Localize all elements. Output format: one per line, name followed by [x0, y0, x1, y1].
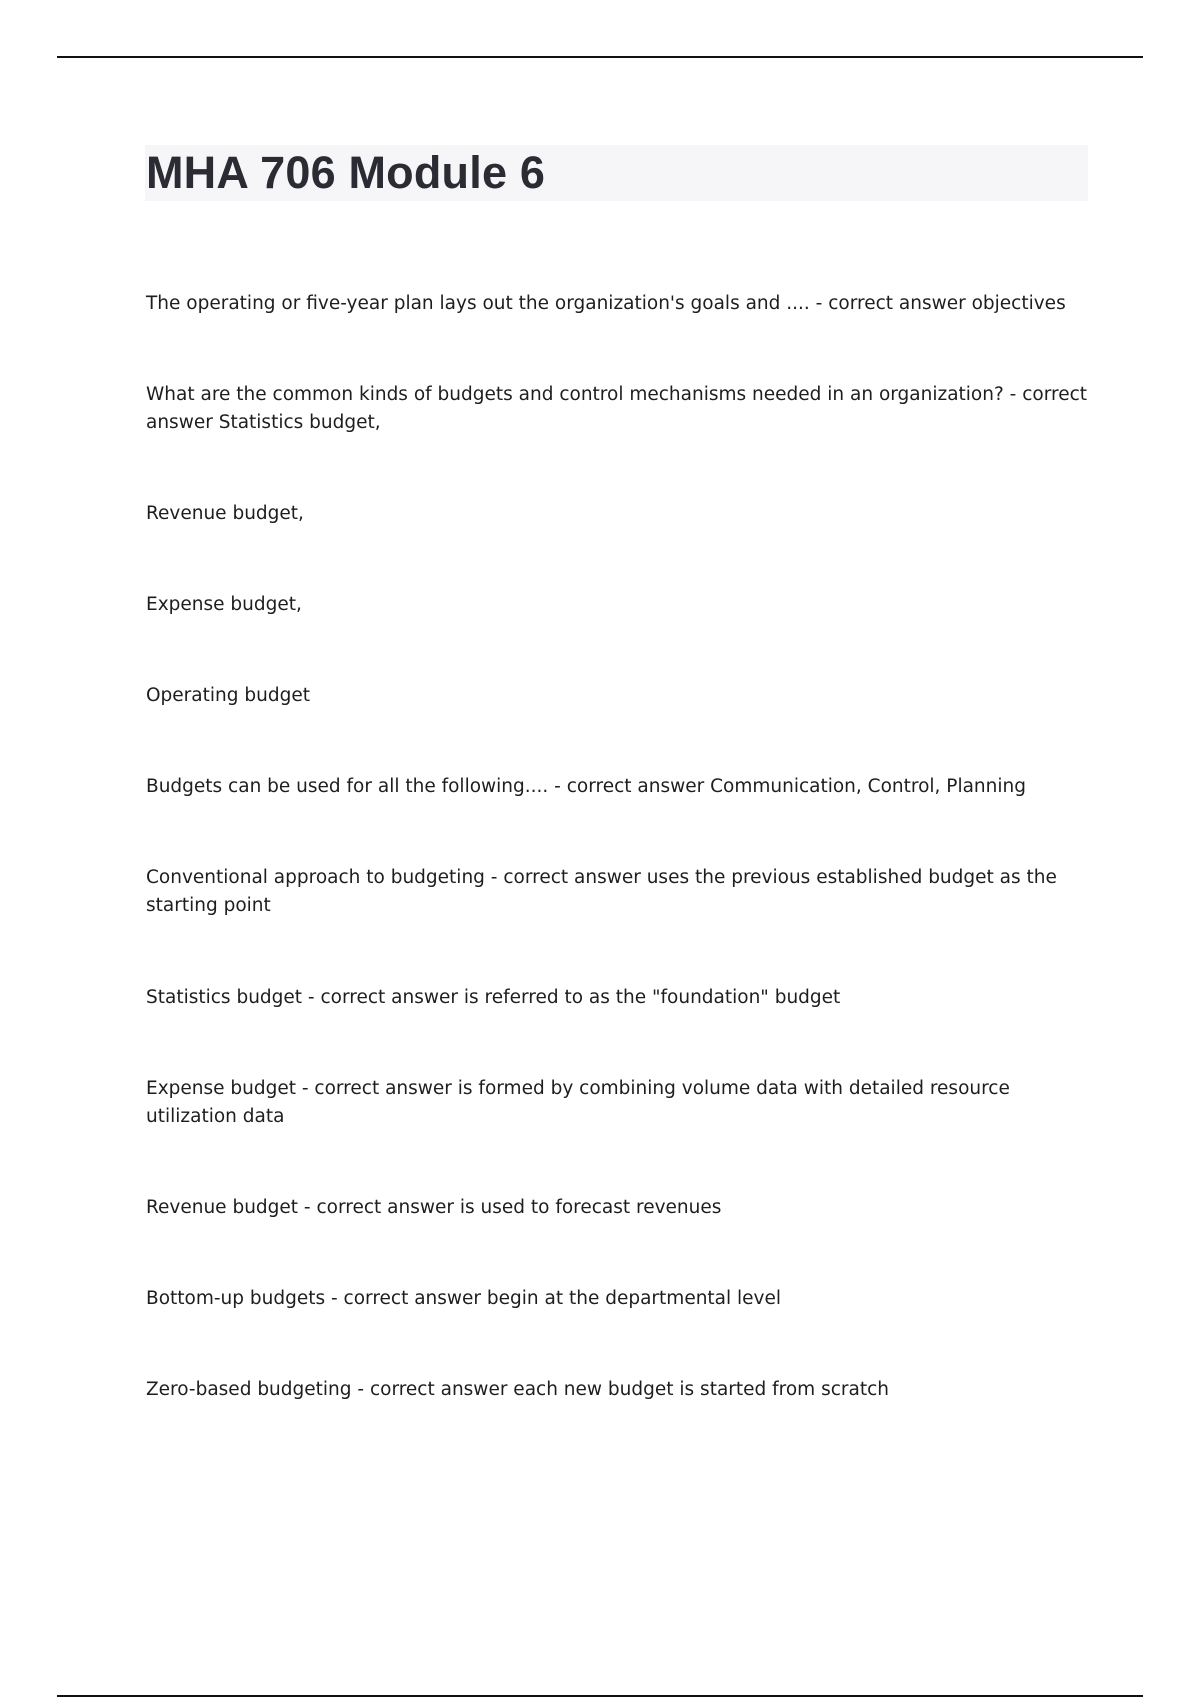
qa-entry: Revenue budget - correct answer is used to forecast revenues [146, 1197, 722, 1218]
qa-entry: Conventional approach to budgeting - correct answer uses the previous established budget as the starting point [146, 867, 1057, 916]
qa-entry: Expense budget - correct answer is formed by combining volume data with detailed resource utilization data [146, 1078, 1010, 1127]
header-rule [57, 56, 1143, 58]
qa-entry: What are the common kinds of budgets and control mechanisms needed in an organization? - correct answer Statistics budget, [146, 384, 1088, 433]
document-title: MHA 706 Module 6 [146, 147, 546, 198]
qa-entry: Expense budget, [146, 594, 302, 615]
qa-entry: Zero-based budgeting - correct answer each new budget is started from scratch [146, 1379, 889, 1400]
qa-entry: Revenue budget, [146, 503, 304, 524]
footer-rule [57, 1695, 1143, 1697]
qa-entry: Budgets can be used for all the following.... - correct answer Communication, Control, Planning [146, 776, 1026, 797]
qa-entry: Operating budget [146, 685, 310, 706]
qa-entry: Bottom-up budgets - correct answer begin at the departmental level [146, 1288, 782, 1309]
qa-entry: The operating or five-year plan lays out the organization's goals and .... - correct answer objectives [146, 293, 1066, 314]
qa-entry: Statistics budget - correct answer is referred to as the "foundation" budget [146, 987, 841, 1008]
